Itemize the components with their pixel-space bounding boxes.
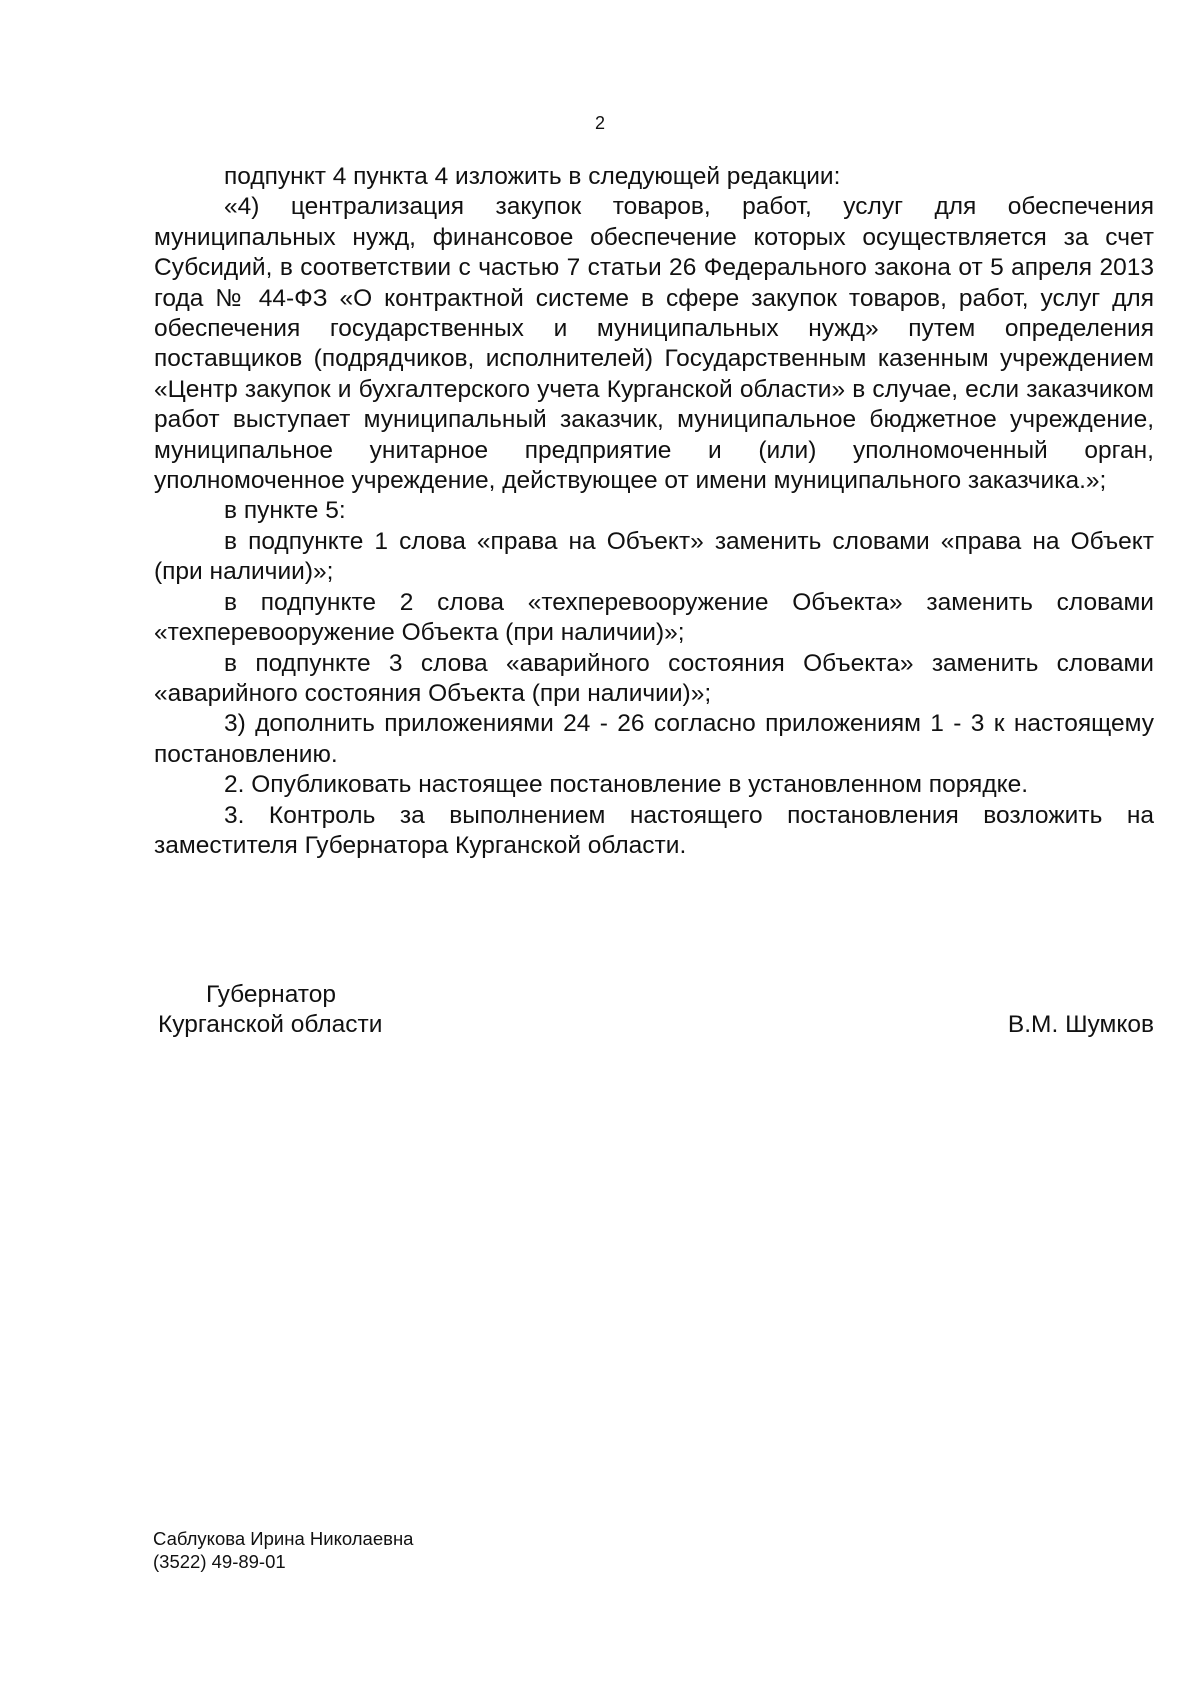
executor-phone: (3522) 49-89-01 [153, 1551, 286, 1572]
paragraph: 2. Опубликовать настоящее постановление в установленном порядке. [224, 771, 1029, 799]
paragraph: в подпункте 1 слова «права на Объект» заменить словами «права на Объект (при наличии)»; [154, 527, 1154, 586]
document-body [154, 162, 1154, 861]
paragraph: подпункт 4 пункта 4 изложить в следующей редакции: [224, 163, 841, 190]
paragraph: в подпункте 3 слова «аварийного состояния Объекта» заменить словами «аварийного состояния Объекта (при наличии)»; [154, 649, 1154, 707]
paragraph: 3. Контроль за выполнением настоящего постановления возложить на заместителя Губернатора Курганской области. [154, 801, 1154, 859]
signatory-position [158, 980, 382, 1040]
executor-block [153, 1527, 413, 1573]
paragraph: в пункте 5: [224, 497, 346, 525]
paragraph: «4) централизация закупок товаров, работ, услуг для обеспечения муниципальных нужд, финансовое обеспечение которых осуществляется за счет Субсидий, в соответствии с частью 7 статьи 26 Федерального закона от 5 апреля 2013 года № 44-ФЗ «О контрактной системе в сфере закупок товаров, работ, услуг для обеспечения государственных и муниципальных нужд» путем определения поставщиков (подрядчиков, исполнителей) Государственным казенным учреждением «Центр закупок и бухгалтерского учета Курганской области» в случае, если заказчиком работ выступает муниципальный заказчик, муниципальное бюджетное учреждение, муниципальное унитарное предприятие и (или) уполномоченный орган, уполномоченное учреждение, действующее от имени муниципального заказчика.»; [154, 193, 1154, 495]
paragraph: 3) дополнить приложениями 24 - 26 согласно приложениям 1 - 3 к настоящему постановлению. [154, 710, 1154, 768]
signatory-name: В.М. Шумков [1007, 1011, 1154, 1038]
page-number: 2 [594, 113, 605, 133]
executor-name: Саблукова Ирина Николаевна [153, 1528, 414, 1549]
signatory-title: Губернатор [206, 981, 336, 1008]
signatory-region: Курганской области [158, 1011, 383, 1038]
paragraph: в подпункте 2 слова «техперевооружение Объекта» заменить словами «техперевооружение Объекта (при наличии)»; [154, 588, 1154, 647]
